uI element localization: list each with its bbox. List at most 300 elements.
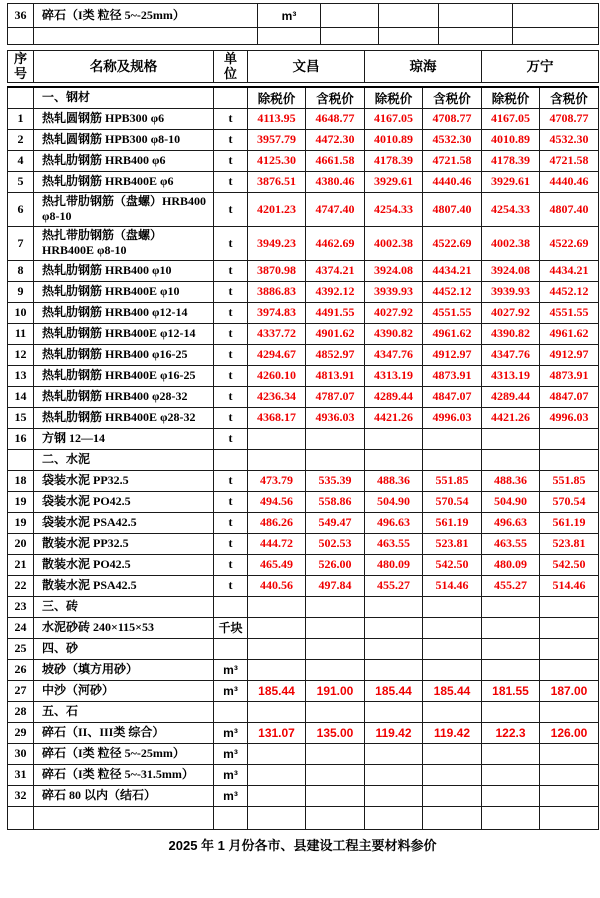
row-number-cell: 10 — [8, 302, 34, 323]
price-cell: 4313.19 — [365, 365, 423, 386]
price-cell: 463.55 — [482, 533, 540, 554]
unit-cell: t — [214, 302, 248, 323]
price-cell: 185.44 — [423, 680, 482, 701]
table-row — [8, 533, 599, 554]
price-cell: 4294.67 — [248, 344, 306, 365]
price-cell: 549.47 — [306, 512, 365, 533]
unit-cell: m³ — [214, 764, 248, 785]
price-cell: 504.90 — [482, 491, 540, 512]
name-cell: 散装水泥 PP32.5 — [34, 533, 214, 554]
previous-page-table-fragment — [7, 3, 599, 45]
previous-page-table-rows — [8, 4, 599, 45]
row-number-cell: 30 — [8, 743, 34, 764]
price-cell — [248, 638, 306, 659]
table-row — [8, 281, 599, 302]
price-cell: 4178.39 — [365, 150, 423, 171]
price-cell: 4440.46 — [423, 171, 482, 192]
price-cell: 119.42 — [423, 722, 482, 743]
price-cell: 131.07 — [248, 722, 306, 743]
price-cell — [540, 785, 599, 806]
section-label: 三、砖 — [34, 596, 214, 617]
unit-cell: t — [214, 226, 248, 260]
price-cell: 4452.12 — [540, 281, 599, 302]
unit-cell: t — [214, 428, 248, 449]
price-cell: 4434.21 — [540, 260, 599, 281]
price-cell — [365, 785, 423, 806]
table-row — [8, 512, 599, 533]
price-cell: 488.36 — [482, 470, 540, 491]
price-cell: 4347.76 — [365, 344, 423, 365]
price-cell: 4452.12 — [423, 281, 482, 302]
unit-cell: t — [214, 129, 248, 150]
price-cell: 4813.91 — [306, 365, 365, 386]
name-cell: 热轧肋钢筋 HRB400E φ6 — [34, 171, 214, 192]
price-cell — [365, 701, 423, 722]
price-cell: 4721.58 — [540, 150, 599, 171]
price-cell: 4936.03 — [306, 407, 365, 428]
name-cell: 碎石（I类 粒径 5~-25mm） — [34, 4, 258, 28]
price-cell: 4912.97 — [540, 344, 599, 365]
table-row — [8, 806, 599, 829]
price-cell: 4027.92 — [365, 302, 423, 323]
price-cell: 4368.17 — [248, 407, 306, 428]
name-cell — [34, 28, 258, 45]
price-cell: 570.54 — [540, 491, 599, 512]
price-cell: 542.50 — [423, 554, 482, 575]
price-cell: 4167.05 — [365, 108, 423, 129]
row-number-cell: 21 — [8, 554, 34, 575]
price-cell: 4440.46 — [540, 171, 599, 192]
price-cell: 4434.21 — [423, 260, 482, 281]
table-row — [8, 171, 599, 192]
price-cell — [365, 743, 423, 764]
row-number-cell: 20 — [8, 533, 34, 554]
row-number-cell: 1 — [8, 108, 34, 129]
price-cell: 4996.03 — [423, 407, 482, 428]
section-label: 二、水泥 — [34, 449, 214, 470]
price-cell: 4807.40 — [423, 192, 482, 226]
table-row — [8, 129, 599, 150]
name-cell: 热轧圆钢筋 HPB300 φ6 — [34, 108, 214, 129]
price-cell — [248, 428, 306, 449]
row-number-cell: 14 — [8, 386, 34, 407]
price-cell — [423, 701, 482, 722]
table-row — [8, 260, 599, 281]
unit-cell: t — [214, 323, 248, 344]
price-cell: 4313.19 — [482, 365, 540, 386]
price-cell: 4254.33 — [365, 192, 423, 226]
price-cell — [540, 596, 599, 617]
price-cell: 488.36 — [365, 470, 423, 491]
name-cell: 中沙（河砂） — [34, 680, 214, 701]
price-cell — [513, 4, 599, 28]
price-cell: 526.00 — [306, 554, 365, 575]
price-cell: 3939.93 — [482, 281, 540, 302]
price-cell — [423, 617, 482, 638]
price-cell: 444.72 — [248, 533, 306, 554]
price-cell: 4522.69 — [423, 226, 482, 260]
table-row — [8, 449, 599, 470]
price-cell — [365, 617, 423, 638]
row-number-cell: 29 — [8, 722, 34, 743]
price-cell: 4421.26 — [482, 407, 540, 428]
table-row — [8, 743, 599, 764]
price-cell — [423, 764, 482, 785]
price-type-label: 除税价 — [248, 87, 306, 108]
price-cell: 3929.61 — [482, 171, 540, 192]
price-cell: 542.50 — [540, 554, 599, 575]
price-cell — [513, 28, 599, 45]
price-cell — [306, 428, 365, 449]
price-cell: 4113.95 — [248, 108, 306, 129]
unit-cell: t — [214, 171, 248, 192]
table-row — [8, 365, 599, 386]
price-cell: 4392.12 — [306, 281, 365, 302]
price-cell: 4522.69 — [540, 226, 599, 260]
header-city-wenchang: 文昌 — [248, 51, 365, 83]
unit-cell: m³ — [214, 659, 248, 680]
price-cell — [482, 764, 540, 785]
price-cell: 4551.55 — [540, 302, 599, 323]
price-cell — [248, 449, 306, 470]
row-number-cell: 9 — [8, 281, 34, 302]
name-cell: 热轧肋钢筋 HRB400E φ10 — [34, 281, 214, 302]
price-cell — [423, 596, 482, 617]
price-cell: 4289.44 — [365, 386, 423, 407]
price-cell — [423, 659, 482, 680]
price-cell: 4532.30 — [423, 129, 482, 150]
price-cell: 561.19 — [540, 512, 599, 533]
price-cell — [423, 449, 482, 470]
price-cell: 4661.58 — [306, 150, 365, 171]
table-row — [8, 386, 599, 407]
row-number-cell — [8, 28, 34, 45]
price-cell: 4901.62 — [306, 323, 365, 344]
main-table-body — [7, 86, 599, 830]
price-cell: 455.27 — [482, 575, 540, 596]
row-number-cell: 2 — [8, 129, 34, 150]
name-cell: 碎石 80 以内（结石） — [34, 785, 214, 806]
price-cell: 4491.55 — [306, 302, 365, 323]
price-cell: 463.55 — [365, 533, 423, 554]
price-cell: 191.00 — [306, 680, 365, 701]
unit-cell: m³ — [214, 722, 248, 743]
row-number-cell: 19 — [8, 491, 34, 512]
price-cell — [306, 806, 365, 829]
unit-cell: t — [214, 365, 248, 386]
row-number-cell: 27 — [8, 680, 34, 701]
table-row — [8, 4, 599, 28]
row-number-cell — [8, 449, 34, 470]
price-cell: 497.84 — [306, 575, 365, 596]
price-cell — [365, 428, 423, 449]
price-cell — [306, 617, 365, 638]
price-cell: 4390.82 — [482, 323, 540, 344]
price-cell: 4201.23 — [248, 192, 306, 226]
name-cell: 热轧肋钢筋 HRB400 φ10 — [34, 260, 214, 281]
price-cell: 504.90 — [365, 491, 423, 512]
row-number-cell: 23 — [8, 596, 34, 617]
header-unit: 单位 — [214, 51, 248, 83]
unit-cell: t — [214, 150, 248, 171]
name-cell: 热轧肋钢筋 HRB400 φ6 — [34, 150, 214, 171]
price-cell: 523.81 — [423, 533, 482, 554]
price-cell: 187.00 — [540, 680, 599, 701]
price-cell — [248, 806, 306, 829]
name-cell: 热轧肋钢筋 HRB400E φ16-25 — [34, 365, 214, 386]
unit-cell: t — [214, 192, 248, 226]
unit-cell: t — [214, 554, 248, 575]
row-number-cell: 19 — [8, 512, 34, 533]
section-label: 一、钢材 — [34, 87, 214, 108]
price-cell — [540, 743, 599, 764]
price-cell — [423, 428, 482, 449]
price-cell: 4260.10 — [248, 365, 306, 386]
name-cell: 热轧肋钢筋 HRB400E φ12-14 — [34, 323, 214, 344]
price-cell: 3974.83 — [248, 302, 306, 323]
price-cell: 4532.30 — [540, 129, 599, 150]
price-cell: 561.19 — [423, 512, 482, 533]
price-cell — [306, 638, 365, 659]
price-cell — [248, 764, 306, 785]
table-row — [8, 785, 599, 806]
price-cell — [365, 638, 423, 659]
price-cell — [482, 596, 540, 617]
unit-cell: t — [214, 344, 248, 365]
price-type-label: 含税价 — [306, 87, 365, 108]
price-cell: 3870.98 — [248, 260, 306, 281]
price-cell — [540, 428, 599, 449]
unit-cell: t — [214, 512, 248, 533]
price-cell: 122.3 — [482, 722, 540, 743]
price-cell — [423, 743, 482, 764]
price-cell: 4125.30 — [248, 150, 306, 171]
price-cell: 4337.72 — [248, 323, 306, 344]
table-row — [8, 638, 599, 659]
unit-cell: t — [214, 575, 248, 596]
row-number-cell: 6 — [8, 192, 34, 226]
unit-cell: t — [214, 281, 248, 302]
name-cell: 碎石（II、III类 综合） — [34, 722, 214, 743]
price-cell: 4010.89 — [365, 129, 423, 150]
price-cell: 4807.40 — [540, 192, 599, 226]
table-row — [8, 764, 599, 785]
name-cell: 热轧肋钢筋 HRB400 φ28-32 — [34, 386, 214, 407]
price-cell: 126.00 — [540, 722, 599, 743]
table-row — [8, 554, 599, 575]
price-type-label: 含税价 — [540, 87, 599, 108]
name-cell: 袋装水泥 PP32.5 — [34, 470, 214, 491]
row-number-cell: 26 — [8, 659, 34, 680]
table-row — [8, 470, 599, 491]
price-cell — [423, 785, 482, 806]
row-number-cell: 25 — [8, 638, 34, 659]
table-row — [8, 192, 599, 226]
row-number-cell: 7 — [8, 226, 34, 260]
name-cell: 袋装水泥 PO42.5 — [34, 491, 214, 512]
row-number-cell: 36 — [8, 4, 34, 28]
price-cell: 135.00 — [306, 722, 365, 743]
price-cell: 4873.91 — [540, 365, 599, 386]
price-cell: 4374.21 — [306, 260, 365, 281]
table-row — [8, 28, 599, 45]
price-cell: 551.85 — [540, 470, 599, 491]
price-cell: 4996.03 — [540, 407, 599, 428]
price-cell: 440.56 — [248, 575, 306, 596]
price-cell: 4708.77 — [540, 108, 599, 129]
table-row — [8, 428, 599, 449]
name-cell — [34, 806, 214, 829]
row-number-cell — [8, 87, 34, 108]
price-cell — [540, 659, 599, 680]
unit-cell — [214, 87, 248, 108]
row-number-cell: 32 — [8, 785, 34, 806]
price-cell: 4390.82 — [365, 323, 423, 344]
price-cell: 4010.89 — [482, 129, 540, 150]
price-cell — [321, 28, 379, 45]
price-cell: 4462.69 — [306, 226, 365, 260]
price-cell: 3929.61 — [365, 171, 423, 192]
name-cell: 水泥砂砖 240×115×53 — [34, 617, 214, 638]
price-cell: 4847.07 — [423, 386, 482, 407]
unit-cell: t — [214, 491, 248, 512]
price-cell: 3949.23 — [248, 226, 306, 260]
price-cell — [540, 617, 599, 638]
price-cell: 486.26 — [248, 512, 306, 533]
unit-cell — [214, 638, 248, 659]
header-seq-no: 序号 — [8, 51, 34, 83]
price-cell — [540, 449, 599, 470]
main-table-header — [7, 50, 599, 83]
price-cell: 480.09 — [365, 554, 423, 575]
unit-cell: t — [214, 386, 248, 407]
row-number-cell: 15 — [8, 407, 34, 428]
table-row — [8, 680, 599, 701]
unit-cell: m³ — [214, 785, 248, 806]
price-cell: 535.39 — [306, 470, 365, 491]
price-cell — [379, 4, 439, 28]
header-row — [8, 51, 599, 83]
header-name-spec: 名称及规格 — [34, 51, 214, 83]
price-type-label: 除税价 — [365, 87, 423, 108]
name-cell: 碎石（I类 粒径 5~-25mm） — [34, 743, 214, 764]
table-row — [8, 575, 599, 596]
price-cell: 185.44 — [365, 680, 423, 701]
unit-cell — [258, 28, 321, 45]
row-number-cell: 31 — [8, 764, 34, 785]
price-cell — [365, 806, 423, 829]
table-row — [8, 407, 599, 428]
price-cell: 4167.05 — [482, 108, 540, 129]
price-cell: 558.86 — [306, 491, 365, 512]
row-number-cell — [8, 806, 34, 829]
table-row — [8, 226, 599, 260]
price-cell: 523.81 — [540, 533, 599, 554]
name-cell: 散装水泥 PO42.5 — [34, 554, 214, 575]
price-cell: 4347.76 — [482, 344, 540, 365]
header-city-qionghai: 琼海 — [365, 51, 482, 83]
price-cell: 4380.46 — [306, 171, 365, 192]
unit-cell: t — [214, 470, 248, 491]
table-row — [8, 491, 599, 512]
price-cell — [306, 743, 365, 764]
price-cell: 4961.62 — [540, 323, 599, 344]
price-cell: 4178.39 — [482, 150, 540, 171]
unit-cell — [214, 596, 248, 617]
price-cell — [482, 638, 540, 659]
price-cell — [306, 764, 365, 785]
price-cell: 4648.77 — [306, 108, 365, 129]
price-cell — [321, 4, 379, 28]
price-cell — [365, 659, 423, 680]
name-cell: 袋装水泥 PSA42.5 — [34, 512, 214, 533]
unit-cell: 千块 — [214, 617, 248, 638]
price-cell: 4847.07 — [540, 386, 599, 407]
price-cell: 4873.91 — [423, 365, 482, 386]
price-cell: 473.79 — [248, 470, 306, 491]
name-cell: 碎石（I类 粒径 5~-31.5mm） — [34, 764, 214, 785]
name-cell: 热扎带肋钢筋（盘螺）HRB400 φ8-10 — [34, 192, 214, 226]
unit-cell: m³ — [258, 4, 321, 28]
row-number-cell: 13 — [8, 365, 34, 386]
section-header-row — [8, 87, 599, 108]
price-cell: 480.09 — [482, 554, 540, 575]
section-label: 四、砂 — [34, 638, 214, 659]
price-cell — [540, 701, 599, 722]
table-row — [8, 617, 599, 638]
price-cell — [365, 764, 423, 785]
name-cell: 热轧肋钢筋 HRB400 φ12-14 — [34, 302, 214, 323]
row-number-cell: 16 — [8, 428, 34, 449]
price-cell: 181.55 — [482, 680, 540, 701]
table-row — [8, 701, 599, 722]
row-number-cell: 8 — [8, 260, 34, 281]
table-row — [8, 596, 599, 617]
price-cell: 4551.55 — [423, 302, 482, 323]
price-cell: 4708.77 — [423, 108, 482, 129]
price-cell — [540, 638, 599, 659]
unit-cell: m³ — [214, 743, 248, 764]
header-city-wanning: 万宁 — [482, 51, 599, 83]
price-cell: 570.54 — [423, 491, 482, 512]
unit-cell — [214, 806, 248, 829]
unit-cell — [214, 701, 248, 722]
row-number-cell: 5 — [8, 171, 34, 192]
price-cell — [306, 659, 365, 680]
price-cell — [248, 743, 306, 764]
price-cell: 3876.51 — [248, 171, 306, 192]
price-cell — [248, 659, 306, 680]
price-type-label: 含税价 — [423, 87, 482, 108]
section-label: 五、石 — [34, 701, 214, 722]
table-row — [8, 659, 599, 680]
price-cell — [248, 701, 306, 722]
price-cell: 494.56 — [248, 491, 306, 512]
price-cell — [306, 785, 365, 806]
price-cell: 4852.97 — [306, 344, 365, 365]
price-cell — [423, 638, 482, 659]
price-cell: 3939.93 — [365, 281, 423, 302]
price-cell — [439, 4, 513, 28]
price-cell — [482, 701, 540, 722]
price-cell — [306, 449, 365, 470]
price-cell: 4289.44 — [482, 386, 540, 407]
unit-cell: m³ — [214, 680, 248, 701]
name-cell: 热轧肋钢筋 HRB400E φ28-32 — [34, 407, 214, 428]
price-cell — [482, 785, 540, 806]
unit-cell: t — [214, 108, 248, 129]
price-cell: 496.63 — [482, 512, 540, 533]
